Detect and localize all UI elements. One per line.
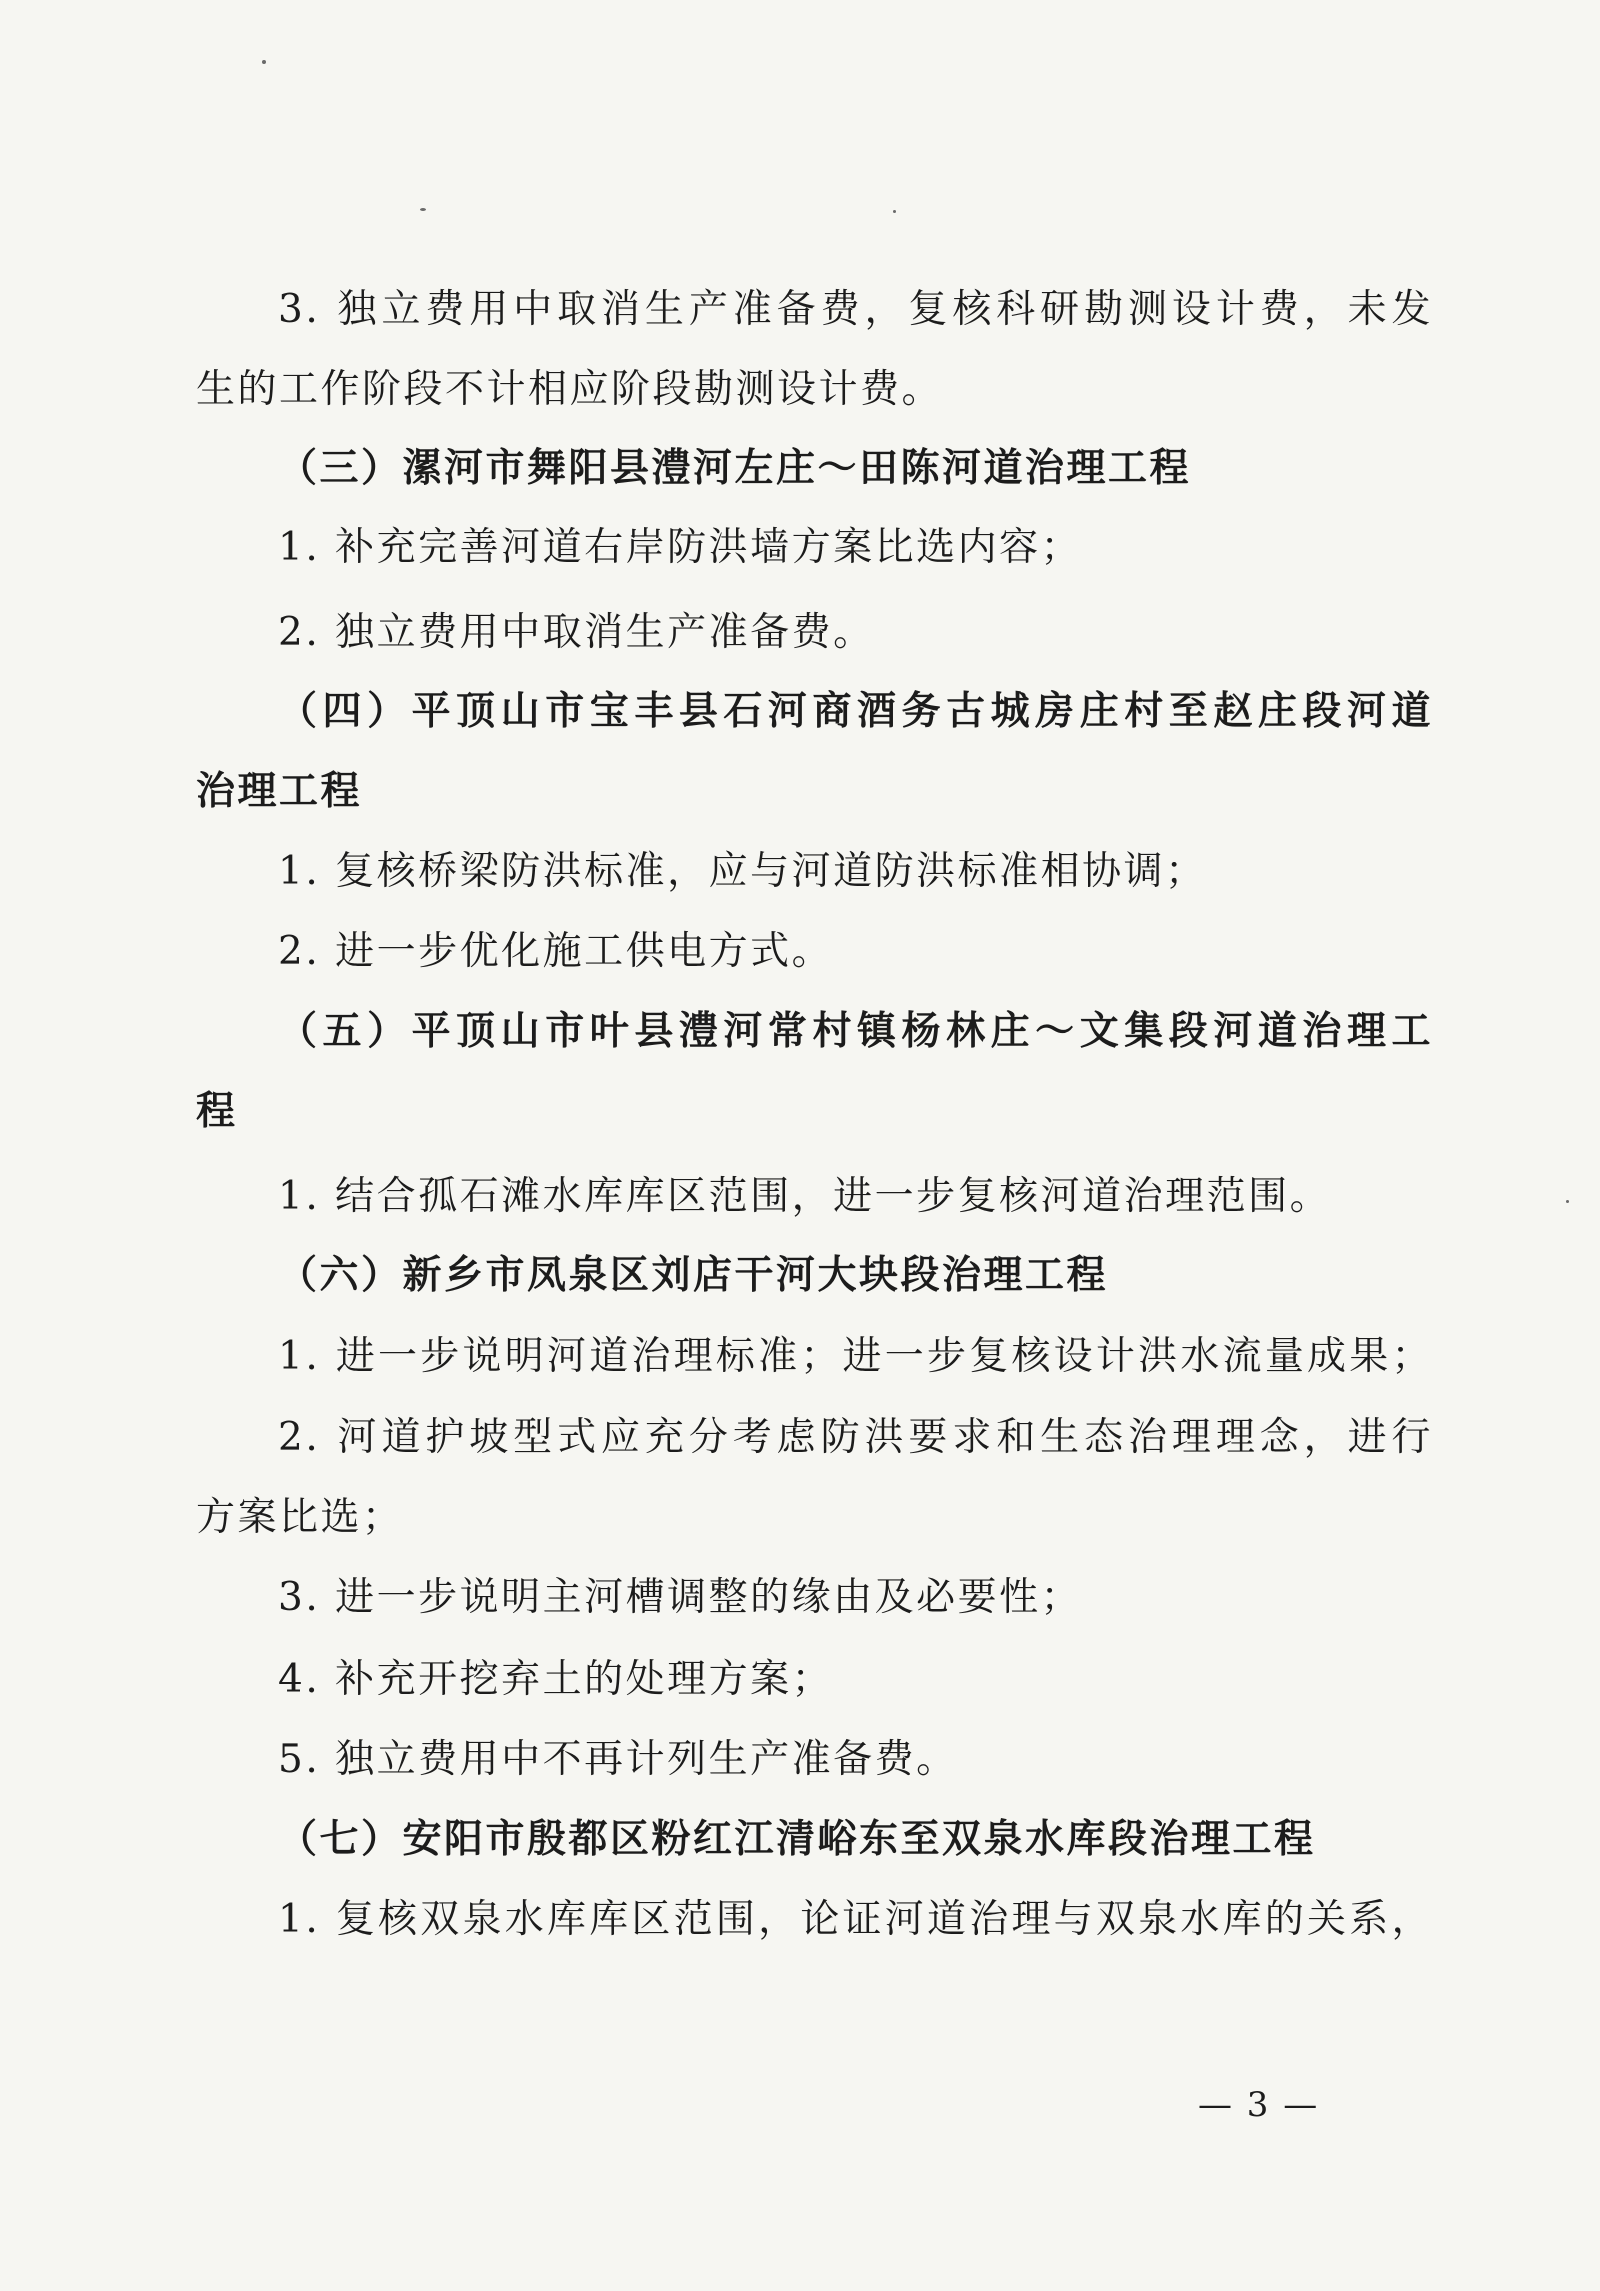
section-heading: （三）漯河市舞阳县澧河左庄～田陈河道治理工程 <box>278 445 1192 491</box>
body-line: 1. 进一步说明河道治理标准；进一步复核设计洪水流量成果； <box>278 1334 1433 1379</box>
section-heading: （七）安阳市殷都区粉红江清峪东至双泉水库段治理工程 <box>278 1816 1316 1862</box>
body-line: 1. 复核桥梁防洪标准，应与河道防洪标准相协调； <box>278 849 1207 894</box>
scan-speck <box>1566 1200 1569 1203</box>
section-heading: 治理工程 <box>196 768 363 814</box>
body-line: 4. 补充开挖弃土的处理方案； <box>278 1657 834 1702</box>
section-heading: 程 <box>196 1088 238 1134</box>
section-heading: （四）平顶山市宝丰县石河商酒务古城房庄村至赵庄段河道 <box>278 688 1433 734</box>
body-line: 方案比选； <box>196 1495 404 1540</box>
scan-speck <box>420 208 426 211</box>
body-line: 2. 河道护坡型式应充分考虑防洪要求和生态治理理念，进行 <box>278 1415 1433 1460</box>
body-line: 2. 进一步优化施工供电方式。 <box>278 929 834 974</box>
body-line: 1. 复核双泉水库库区范围，论证河道治理与双泉水库的关系， <box>278 1897 1433 1942</box>
scan-speck <box>262 60 266 64</box>
body-line: 1. 补充完善河道右岸防洪墙方案比选内容； <box>278 525 1083 570</box>
page-number: — 3 — <box>1198 2085 1320 2125</box>
section-heading: （六）新乡市凤泉区刘店干河大块段治理工程 <box>278 1252 1109 1298</box>
body-line: 5. 独立费用中不再计列生产准备费。 <box>278 1737 958 1782</box>
section-heading: （五）平顶山市叶县澧河常村镇杨林庄～文集段河道治理工 <box>278 1008 1433 1054</box>
scan-speck <box>893 210 896 213</box>
body-line: 2. 独立费用中取消生产准备费。 <box>278 610 875 655</box>
body-line: 生的工作阶段不计相应阶段勘测设计费。 <box>196 367 944 412</box>
body-line: 3. 进一步说明主河槽调整的缘由及必要性； <box>278 1575 1083 1620</box>
body-line: 3. 独立费用中取消生产准备费，复核科研勘测设计费，未发 <box>278 287 1433 332</box>
body-line: 1. 结合孤石滩水库库区范围，进一步复核河道治理范围。 <box>278 1174 1332 1219</box>
